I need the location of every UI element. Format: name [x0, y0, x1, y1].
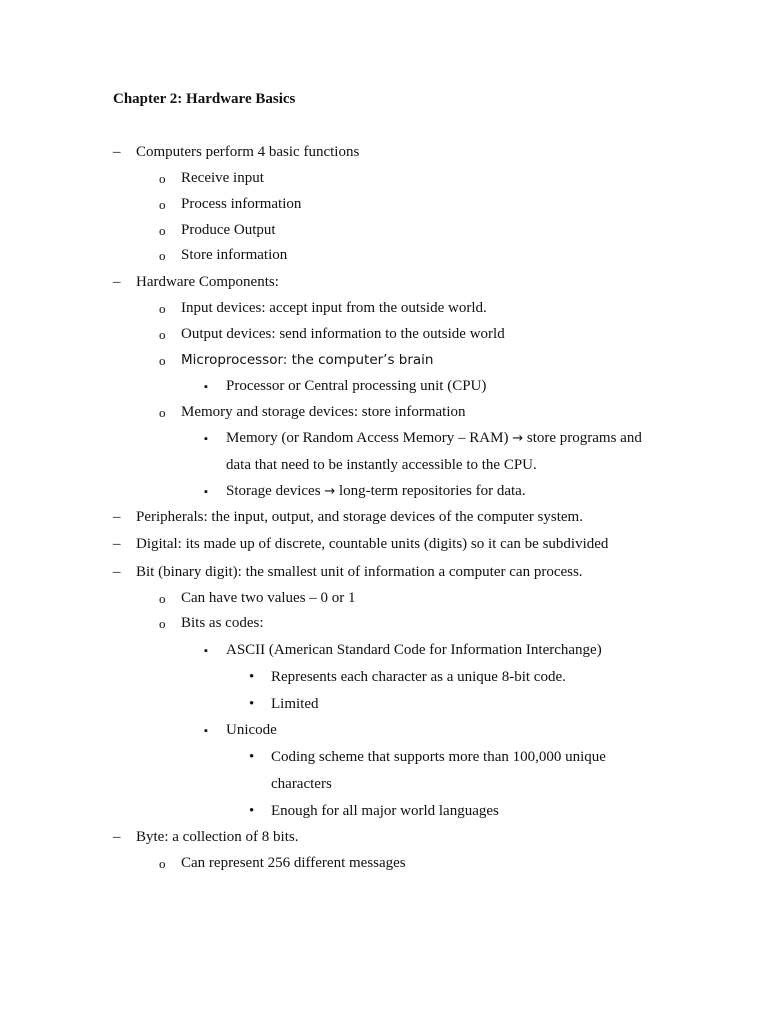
circle-marker: o [159, 591, 166, 606]
dash-marker: – [113, 509, 121, 525]
list-item-continuation: data that need to be instantly accessible to the CPU. [226, 457, 537, 473]
circle-marker: o [159, 616, 166, 631]
list-item: Input devices: accept input from the outside world. [181, 300, 487, 316]
list-item: Bits as codes: [181, 615, 264, 631]
list-item: ASCII (American Standard Code for Information Interchange) [226, 642, 602, 658]
list-item: Output devices: send information to the outside world [181, 326, 505, 342]
list-item-continuation: characters [271, 776, 332, 792]
bullet-marker: • [249, 696, 255, 712]
memory-text-cont: store programs and [526, 430, 642, 446]
square-marker: ▪ [204, 645, 208, 657]
list-item: Bit (binary digit): the smallest unit of information a computer can process. [136, 564, 583, 580]
storage-text-cont: long-term repositories for data. [338, 483, 526, 499]
dash-marker: – [113, 144, 121, 160]
square-marker: ▪ [204, 486, 208, 498]
circle-marker: o [159, 405, 166, 420]
memory-text: Memory (or Random Access Memory – RAM) [226, 430, 509, 446]
circle-marker: o [159, 248, 166, 263]
circle-marker: o [159, 171, 166, 186]
list-item: Limited [271, 696, 319, 712]
list-item: Enough for all major world languages [271, 803, 499, 819]
arrow-right-icon: → [512, 431, 524, 446]
list-item: Microprocessor: the computer’s brain [181, 352, 434, 368]
bullet-marker: • [249, 749, 255, 765]
list-item: Can represent 256 different messages [181, 855, 406, 871]
square-marker: ▪ [204, 433, 208, 445]
list-item: Digital: its made up of discrete, countable units (digits) so it can be subdivided [136, 536, 609, 552]
square-marker: ▪ [204, 725, 208, 737]
dash-marker: – [113, 829, 121, 845]
list-item: Produce Output [181, 222, 276, 238]
list-item [226, 482, 526, 501]
storage-text: Storage devices [226, 483, 321, 499]
circle-marker: o [159, 327, 166, 342]
circle-marker: o [159, 353, 166, 368]
list-item: Process information [181, 196, 302, 212]
dash-marker: – [113, 274, 121, 290]
list-item: Byte: a collection of 8 bits. [136, 829, 299, 845]
circle-marker: o [159, 301, 166, 316]
circle-marker: o [159, 197, 166, 212]
arrow-right-icon: → [324, 484, 336, 499]
list-item [226, 429, 642, 448]
list-item: Represents each character as a unique 8-bit code. [271, 669, 566, 685]
list-item: Memory and storage devices: store information [181, 404, 466, 420]
dash-marker: – [113, 564, 121, 580]
circle-marker: o [159, 856, 166, 871]
list-item: Computers perform 4 basic functions [136, 144, 360, 160]
bullet-marker: • [249, 669, 255, 685]
list-item: Peripherals: the input, output, and storage devices of the computer system. [136, 509, 583, 525]
list-item: Receive input [181, 170, 264, 186]
bullet-marker: • [249, 803, 255, 819]
list-item: Hardware Components: [136, 274, 279, 290]
list-item: Can have two values – 0 or 1 [181, 590, 356, 606]
list-item: Processor or Central processing unit (CPU) [226, 378, 487, 394]
list-item: Store information [181, 247, 288, 263]
list-item: Unicode [226, 722, 277, 738]
list-item: Coding scheme that supports more than 100,000 unique [271, 749, 606, 765]
circle-marker: o [159, 223, 166, 238]
dash-marker: – [113, 536, 121, 552]
square-marker: ▪ [204, 381, 208, 393]
chapter-title: Chapter 2: Hardware Basics [113, 91, 296, 107]
